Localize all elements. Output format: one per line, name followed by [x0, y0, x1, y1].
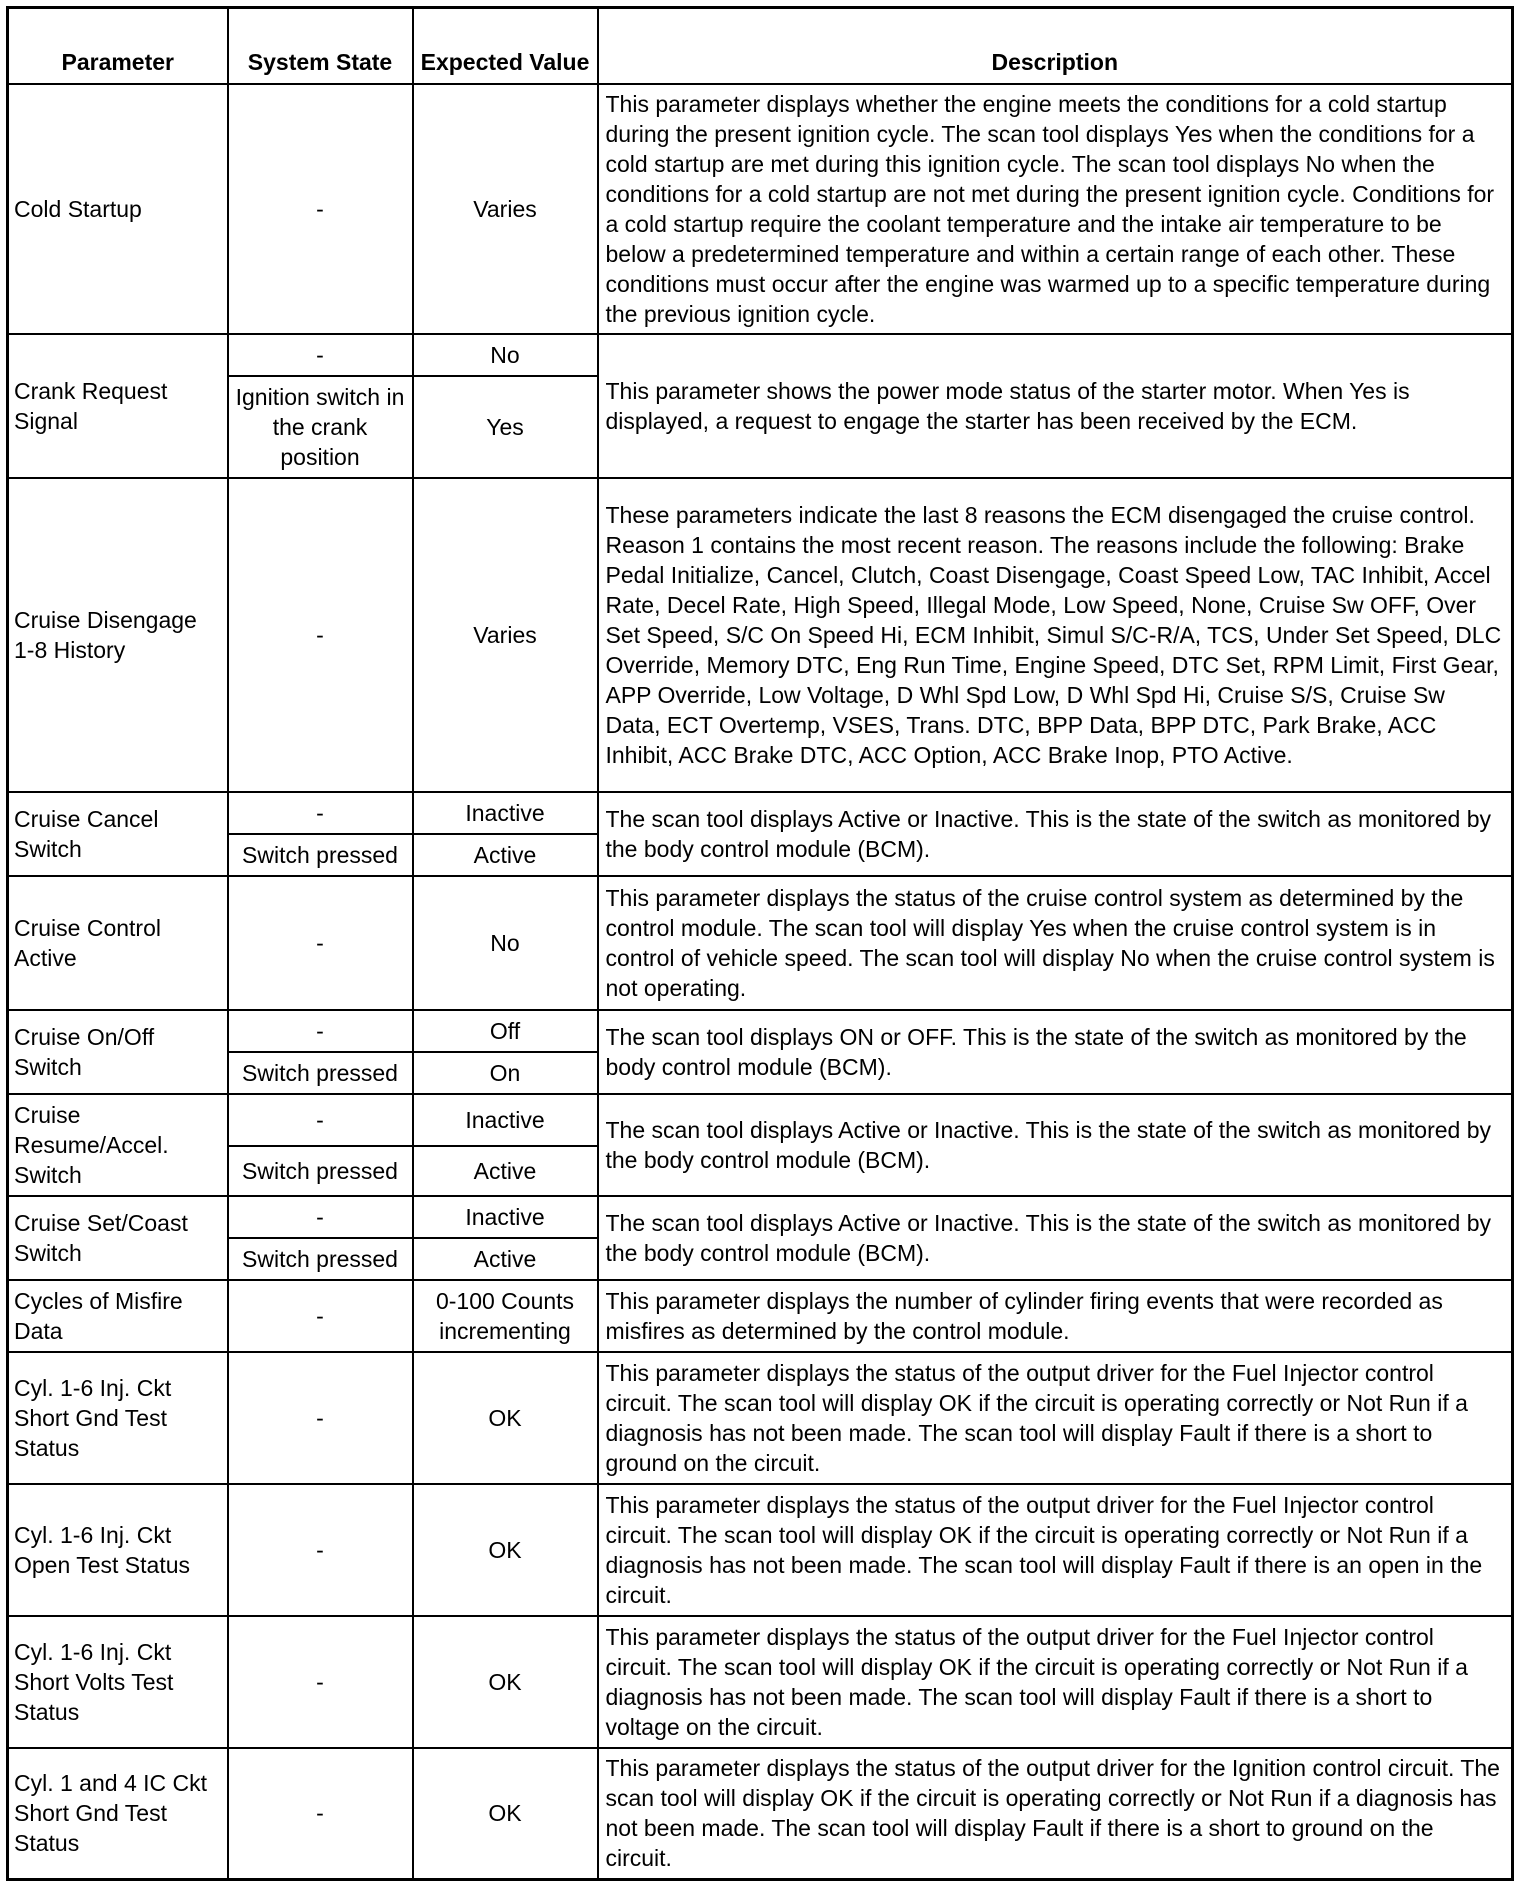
description-cell: These parameters indicate the last 8 reasons the ECM disengaged the cruise control. Reason 1 contains the most recent reason. The reasons include the following: Brake Pedal Initialize, Cancel, Clutch, Coast Disengage, Coast Speed Low, TAC Inhibit, Accel Rate, Decel Rate, High Speed, Illegal Mode, Low Speed, None, Cruise Sw OFF, Over Set Speed, S/C On Speed Hi, ECM Inhibit, Simul S/C-R/A, TCS, Under Set Speed, DLC Override, Memory DTC, Eng Run Time, Engine Speed, DTC Set, RPM Limit, First Gear, APP Override, Low Voltage, D Whl Spd Low, D Whl Spd Hi, Cruise S/S, Cruise Sw Data, ECT Overtemp, VSES, Trans. DTC, BPP Data, BPP DTC, Park Brake, ACC Inhibit, ACC Brake DTC, ACC Option, ACC Brake Inop, PTO Active.	[598, 478, 1513, 792]
table-row	[8, 1484, 1513, 1616]
header-parameter: Parameter	[8, 8, 228, 84]
table-row	[8, 1280, 1513, 1352]
description-cell: This parameter displays the status of the output driver for the Ignition control circuit. The scan tool will display OK if the circuit is operating correctly or Not Run if a diagnosis has not been made. The scan tool will display Fault if there is a short to ground on the circuit.	[598, 1748, 1513, 1880]
parameter-table	[6, 6, 1514, 1881]
table-row	[8, 1748, 1513, 1880]
expected-value-cell: No	[413, 876, 598, 1010]
expected-value-cell: Off	[413, 1010, 598, 1052]
expected-value-cell: Inactive	[413, 1094, 598, 1146]
parameter-cell: Cyl. 1-6 Inj. Ckt Open Test Status	[8, 1484, 228, 1616]
system-state-cell: -	[228, 1352, 413, 1484]
system-state-cell: Switch pressed	[228, 834, 413, 876]
expected-value-cell: OK	[413, 1616, 598, 1748]
system-state-cell: -	[228, 1280, 413, 1352]
expected-value-cell: Active	[413, 1146, 598, 1196]
system-state-cell: Switch pressed	[228, 1146, 413, 1196]
expected-value-cell: Active	[413, 1238, 598, 1280]
expected-value-cell: OK	[413, 1484, 598, 1616]
table-row	[8, 1616, 1513, 1748]
expected-value-cell: Varies	[413, 84, 598, 334]
expected-value-cell: Inactive	[413, 1196, 598, 1238]
expected-value-cell: OK	[413, 1748, 598, 1880]
parameter-cell: Cycles of Misfire Data	[8, 1280, 228, 1352]
parameter-cell: Cruise Disengage 1-8 History	[8, 478, 228, 792]
system-state-cell: -	[228, 1094, 413, 1146]
expected-value-cell: 0-100 Counts incrementing	[413, 1280, 598, 1352]
table-row	[8, 84, 1513, 334]
table-row	[8, 1196, 1513, 1238]
system-state-cell: -	[228, 1484, 413, 1616]
expected-value-cell: Active	[413, 834, 598, 876]
parameter-cell: Cyl. 1-6 Inj. Ckt Short Gnd Test Status	[8, 1352, 228, 1484]
system-state-cell: Ignition switch in the crank position	[228, 376, 413, 478]
parameter-cell: Cruise Cancel Switch	[8, 792, 228, 876]
expected-value-cell: On	[413, 1052, 598, 1094]
expected-value-cell: Varies	[413, 478, 598, 792]
description-cell: The scan tool displays Active or Inactive. This is the state of the switch as monitored by the body control module (BCM).	[598, 1094, 1513, 1196]
description-cell: This parameter displays the status of the output driver for the Fuel Injector control circuit. The scan tool will display OK if the circuit is operating correctly or Not Run if a diagnosis has not been made. The scan tool will display Fault if there is a short to voltage on the circuit.	[598, 1616, 1513, 1748]
parameter-cell: Crank Request Signal	[8, 334, 228, 478]
description-cell: The scan tool displays Active or Inactive. This is the state of the switch as monitored by the body control module (BCM).	[598, 792, 1513, 876]
parameter-cell: Cruise Set/Coast Switch	[8, 1196, 228, 1280]
table-row	[8, 876, 1513, 1010]
description-cell: This parameter displays whether the engine meets the conditions for a cold startup during the present ignition cycle. The scan tool displays Yes when the conditions for a cold startup are met during this ignition cycle. The scan tool displays No when the conditions for a cold startup are not met during the present ignition cycle. Conditions for a cold startup require the coolant temperature and the intake air temperature to be below a predetermined temperature and within a certain range of each other. These conditions must occur after the engine was warmed up to a specific temperature during the previous ignition cycle.	[598, 84, 1513, 334]
expected-value-cell: Inactive	[413, 792, 598, 834]
expected-value-cell: No	[413, 334, 598, 376]
parameter-cell: Cold Startup	[8, 84, 228, 334]
table-row	[8, 334, 1513, 376]
parameter-cell: Cyl. 1 and 4 IC Ckt Short Gnd Test Status	[8, 1748, 228, 1880]
header-system-state: System State	[228, 8, 413, 84]
system-state-cell: -	[228, 478, 413, 792]
system-state-cell: -	[228, 1010, 413, 1052]
expected-value-cell: Yes	[413, 376, 598, 478]
description-cell: The scan tool displays Active or Inactive. This is the state of the switch as monitored by the body control module (BCM).	[598, 1196, 1513, 1280]
system-state-cell: -	[228, 84, 413, 334]
table-row	[8, 1352, 1513, 1484]
description-cell: This parameter displays the number of cylinder firing events that were recorded as misfires as determined by the control module.	[598, 1280, 1513, 1352]
parameter-cell: Cruise On/Off Switch	[8, 1010, 228, 1094]
description-cell: This parameter displays the status of the output driver for the Fuel Injector control circuit. The scan tool will display OK if the circuit is operating correctly or Not Run if a diagnosis has not been made. The scan tool will display Fault if there is an open in the circuit.	[598, 1484, 1513, 1616]
system-state-cell: -	[228, 792, 413, 834]
system-state-cell: Switch pressed	[228, 1238, 413, 1280]
header-expected-value: Expected Value	[413, 8, 598, 84]
parameter-cell: Cruise Resume/Accel. Switch	[8, 1094, 228, 1196]
table-row	[8, 792, 1513, 834]
table-row	[8, 478, 1513, 792]
system-state-cell: -	[228, 876, 413, 1010]
system-state-cell: -	[228, 334, 413, 376]
expected-value-cell: OK	[413, 1352, 598, 1484]
parameter-cell: Cyl. 1-6 Inj. Ckt Short Volts Test Status	[8, 1616, 228, 1748]
description-cell: This parameter displays the status of the output driver for the Fuel Injector control circuit. The scan tool will display OK if the circuit is operating correctly or Not Run if a diagnosis has not been made. The scan tool will display Fault if there is a short to ground on the circuit.	[598, 1352, 1513, 1484]
parameter-cell: Cruise Control Active	[8, 876, 228, 1010]
system-state-cell: -	[228, 1748, 413, 1880]
table-row	[8, 1010, 1513, 1052]
header-row	[8, 8, 1513, 84]
system-state-cell: -	[228, 1196, 413, 1238]
description-cell: This parameter shows the power mode status of the starter motor. When Yes is displayed, a request to engage the starter has been received by the ECM.	[598, 334, 1513, 478]
description-cell: The scan tool displays ON or OFF. This is the state of the switch as monitored by the body control module (BCM).	[598, 1010, 1513, 1094]
header-description: Description	[598, 8, 1513, 84]
system-state-cell: -	[228, 1616, 413, 1748]
table-row	[8, 1094, 1513, 1146]
description-cell: This parameter displays the status of the cruise control system as determined by the control module. The scan tool will display Yes when the cruise control system is in control of vehicle speed. The scan tool will display No when the cruise control system is not operating.	[598, 876, 1513, 1010]
system-state-cell: Switch pressed	[228, 1052, 413, 1094]
